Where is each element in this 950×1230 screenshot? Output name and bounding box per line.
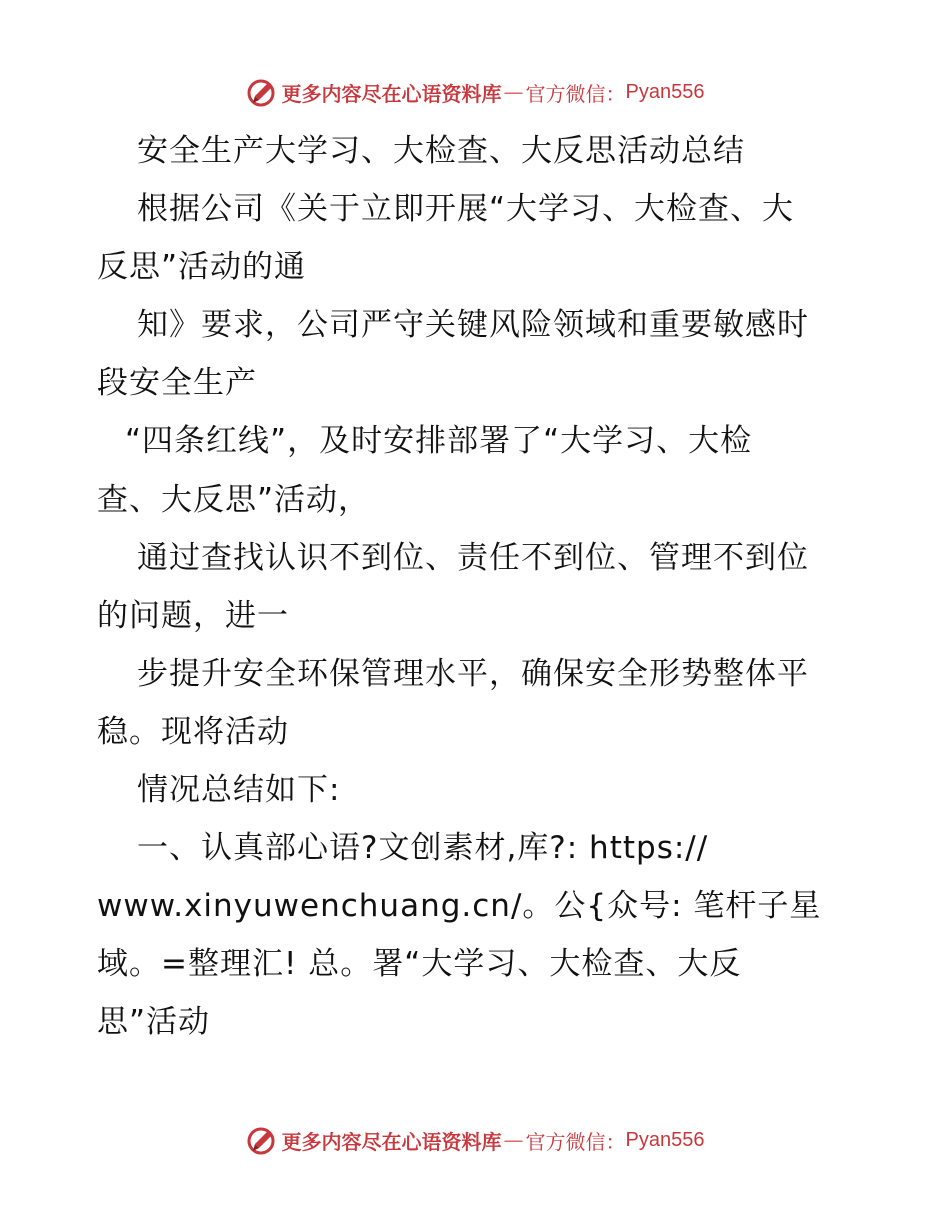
paragraph-line: 稳。现将活动 xyxy=(97,713,289,750)
document-body xyxy=(97,122,867,1052)
banner-main-text: 更多内容尽在心语资料库 xyxy=(281,1129,502,1154)
pen-logo-icon xyxy=(246,76,278,108)
paragraph-line: “四条红线”，及时安排部署了“大学习、大检 xyxy=(125,423,753,460)
paragraph-line: 段安全生产 xyxy=(97,365,257,402)
paragraph-line: 根据公司《关于立即开展“大学习、大检查、大 xyxy=(137,191,795,228)
paragraph-line: 情况总结如下: xyxy=(137,772,341,809)
paragraph-line: 查、大反思”活动， xyxy=(97,481,371,518)
paragraph-line: 步提升安全环保管理水平，确保安全形势整体平 xyxy=(137,655,809,692)
paragraph-line: 反思”活动的通 xyxy=(97,249,307,286)
paragraph-line: www.xinyuwenchuang.cn/。公{众号: 笔杆子星 xyxy=(97,888,822,925)
banner-dash: — xyxy=(503,80,524,104)
banner-dash: — xyxy=(503,1128,524,1152)
banner-wechat-label: 官方微信： xyxy=(525,81,626,106)
banner-main-text: 更多内容尽在心语资料库 xyxy=(281,81,502,106)
header-banner xyxy=(0,72,950,112)
paragraph-line: 思”活动 xyxy=(97,1004,211,1041)
banner-wechat-label: 官方微信： xyxy=(525,1129,626,1154)
document-title: 安全生产大学习、大检查、大反思活动总结 xyxy=(137,133,745,169)
paragraph-line: 通过查找认识不到位、责任不到位、管理不到位 xyxy=(137,539,809,576)
banner-wechat-id: Pyan556 xyxy=(625,80,705,103)
footer-banner xyxy=(0,1120,950,1160)
paragraph-line: 一、认真部心语?文创素材,库?: https:// xyxy=(137,830,709,867)
banner-wechat-id: Pyan556 xyxy=(625,1128,705,1151)
paragraph-line: 域。=整理汇! 总。署“大学习、大检查、大反 xyxy=(97,946,742,983)
paragraph-line: 知》要求，公司严守关键风险领域和重要敏感时 xyxy=(137,307,809,344)
pen-logo-icon xyxy=(246,1124,278,1156)
paragraph-line: 的问题，进一 xyxy=(97,597,289,634)
